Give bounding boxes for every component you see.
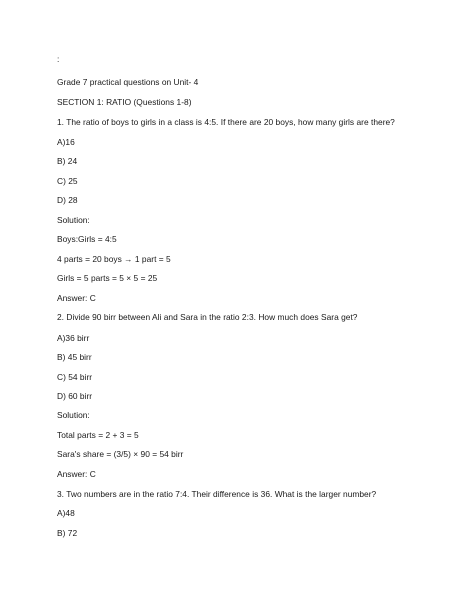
question-1-answer: Answer: C [57, 293, 96, 303]
question-1-option-a: A)16 [57, 137, 75, 147]
question-2-solution-label: Solution: [57, 410, 90, 420]
stray-colon: : [57, 54, 60, 64]
question-1-solution-label: Solution: [57, 215, 90, 225]
section-heading: SECTION 1: RATIO (Questions 1-8) [57, 97, 192, 107]
question-2-answer: Answer: C [57, 469, 96, 479]
question-1-text: 1. The ratio of boys to girls in a class is 4:5. If there are 20 boys, how many girls are there? [57, 117, 395, 127]
question-3-option-b: B) 72 [57, 528, 78, 538]
question-3-option-a: A)48 [57, 508, 75, 518]
question-3-text: 3. Two numbers are in the ratio 7:4. Their difference is 36. What is the larger number? [57, 489, 377, 499]
question-2-option-b: B) 45 birr [57, 352, 92, 362]
question-2-option-a: A)36 birr [57, 333, 90, 343]
question-1-solution-step: Girls = 5 parts = 5 × 5 = 25 [57, 273, 158, 283]
question-1-option-d: D) 28 [57, 195, 78, 205]
question-2-text: 2. Divide 90 birr between Ali and Sara in the ratio 2:3. How much does Sara get? [57, 312, 358, 322]
question-2-option-d: D) 60 birr [57, 391, 93, 401]
question-2-solution-step: Sara's share = (3/5) × 90 = 54 birr [57, 449, 184, 459]
document-title: Grade 7 practical questions on Unit- 4 [57, 77, 199, 87]
question-1-solution-step: Boys:Girls = 4:5 [57, 234, 117, 244]
question-1-option-b: B) 24 [57, 156, 78, 166]
question-1-option-c: C) 25 [57, 176, 78, 186]
question-1-solution-step: 4 parts = 20 boys → 1 part = 5 [57, 254, 171, 264]
question-2-solution-step: Total parts = 2 + 3 = 5 [57, 430, 139, 440]
question-2-option-c: C) 54 birr [57, 372, 93, 382]
